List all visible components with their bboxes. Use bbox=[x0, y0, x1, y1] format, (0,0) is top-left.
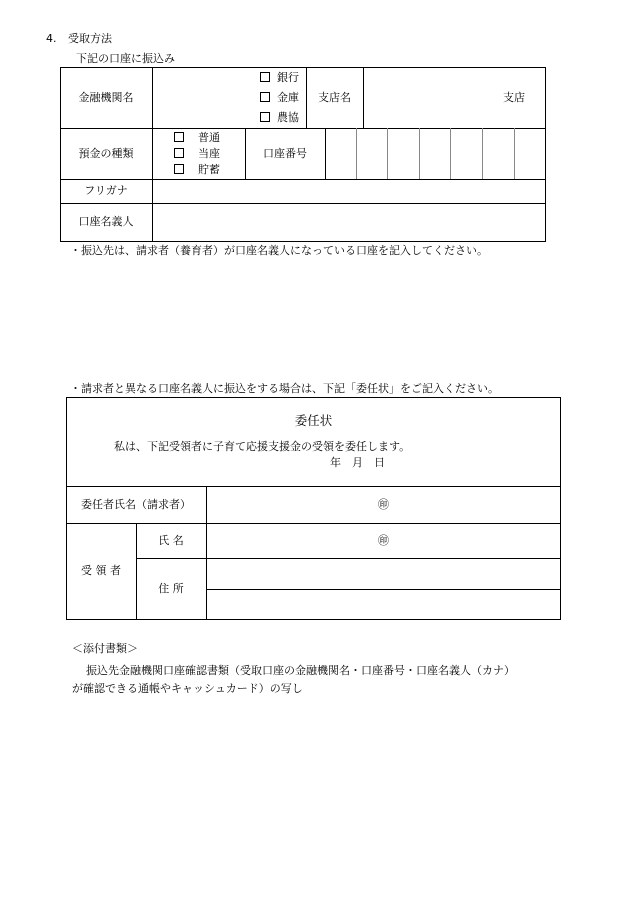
section-subtitle: 下記の口座に振込み bbox=[76, 52, 175, 65]
seal-mark: ㊞ bbox=[378, 534, 389, 547]
checkbox-icon bbox=[174, 132, 184, 142]
bank-type-option[interactable]: 銀行 bbox=[260, 71, 299, 85]
section-title: 受取方法 bbox=[68, 32, 112, 45]
section-number: 4. bbox=[46, 32, 57, 45]
deposit-type-option[interactable]: 普通 bbox=[174, 131, 220, 145]
attachments-heading: ＜添付書類＞ bbox=[72, 642, 138, 655]
checkbox-icon bbox=[174, 148, 184, 158]
deposit-type-option[interactable]: 貯蓄 bbox=[174, 163, 220, 177]
bank-type-option[interactable]: 金庫 bbox=[260, 91, 299, 105]
checkbox-icon bbox=[260, 112, 270, 122]
account-number-label: 口座番号 bbox=[263, 147, 307, 160]
attachments-line2: が確認できる通帳やキャッシュカード）の写し bbox=[72, 682, 303, 695]
checkbox-icon bbox=[260, 72, 270, 82]
attachments-line1: 振込先金融機関口座確認書類（受取口座の金融機関名・口座番号・口座名義人（カナ） bbox=[86, 664, 515, 677]
branch-suffix: 支店 bbox=[503, 91, 525, 104]
proxy-title: 委任状 bbox=[294, 413, 333, 428]
deposit-label: 預金の種類 bbox=[78, 147, 134, 160]
seal-mark: ㊞ bbox=[378, 498, 389, 511]
bank-type-option[interactable]: 農協 bbox=[260, 111, 299, 125]
delegator-label: 委任者氏名（請求者） bbox=[81, 498, 191, 511]
holder-label: 口座名義人 bbox=[78, 215, 134, 228]
furigana-label: フリガナ bbox=[84, 184, 128, 197]
proxy-date: 年 月 日 bbox=[330, 456, 385, 469]
checkbox-icon bbox=[260, 92, 270, 102]
deposit-type-option[interactable]: 当座 bbox=[174, 147, 220, 161]
address-label: 住 所 bbox=[158, 582, 184, 595]
branch-label: 支店名 bbox=[318, 91, 351, 104]
note-transfer-destination: ・振込先は、請求者（養育者）が口座名義人になっている口座を記入してください。 bbox=[70, 244, 488, 257]
recipient-label: 受 領 者 bbox=[81, 564, 121, 577]
name-label: 氏 名 bbox=[158, 534, 184, 547]
bank-label: 金融機関名 bbox=[78, 91, 134, 104]
checkbox-icon bbox=[174, 164, 184, 174]
proxy-body: 私は、下記受領者に子育て応援支援金の受領を委任します。 bbox=[114, 440, 411, 453]
note-proxy: ・請求者と異なる口座名義人に振込をする場合は、下記「委任状」をご記入ください。 bbox=[70, 382, 499, 395]
